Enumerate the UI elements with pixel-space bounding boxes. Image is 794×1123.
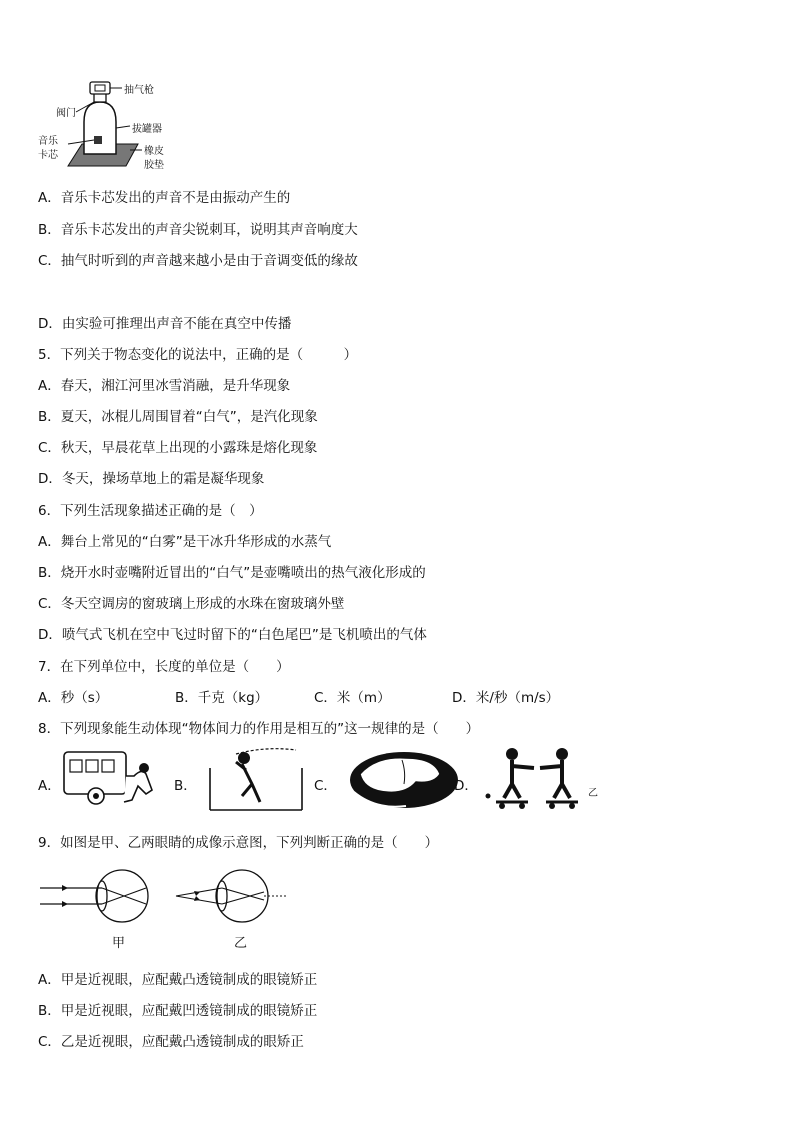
- q7-option-b: B．千克（kg）: [175, 690, 269, 706]
- q4-option-c: C．抽气时听到的声音越来越小是由于音调变低的缘故: [38, 253, 358, 269]
- q5-option-a: A．春天，湘江河里冰雪消融，是升华现象: [38, 378, 291, 394]
- q5-stem: 5．下列关于物态变化的说法中，正确的是（ ）: [38, 347, 358, 363]
- q4-option-a: A．音乐卡芯发出的声音不是由振动产生的: [38, 190, 291, 206]
- q7-option-d: D．米/秒（m/s）: [452, 690, 560, 706]
- q9-stem: 9．如图是甲、乙两眼睛的成像示意图，下列判断正确的是（ ）: [38, 835, 439, 851]
- q8-label-a: A．: [38, 778, 61, 794]
- q8-figure-d-skateboard-push: [482, 744, 598, 810]
- q7-stem: 7．在下列单位中，长度的单位是（ ）: [38, 659, 290, 675]
- q8-label-d: D．: [454, 778, 478, 794]
- bell-jar-figure: [38, 80, 178, 172]
- q4-option-b: B．音乐卡芯发出的声音尖锐刺耳，说明其声音响度大: [38, 222, 358, 238]
- q6-stem: 6．下列生活现象描述正确的是（ ）: [38, 503, 263, 519]
- q9-option-a: A．甲是近视眼，应配戴凸透镜制成的眼镜矫正: [38, 972, 318, 988]
- q9-caption-yi: 乙: [234, 936, 248, 951]
- q6-option-d: D．喷气式飞机在空中飞过时留下的“白色尾巴”是飞机喷出的气体: [38, 627, 427, 643]
- label-music-core-2: 卡芯: [38, 150, 58, 161]
- q8-label-c: C．: [314, 778, 337, 794]
- q8-stem: 8．下列现象能生动体现“物体间力的作用是相互的”这一规律的是（ ）: [38, 721, 480, 737]
- q9-option-b: B．甲是近视眼，应配戴凹透镜制成的眼镜矫正: [38, 1003, 318, 1019]
- q9-caption-jia: 甲: [112, 936, 126, 951]
- label-jar: 拔罐器: [132, 124, 162, 135]
- q8-figure-d-mark: 乙: [588, 788, 598, 799]
- q7-option-c: C．米（m）: [314, 690, 391, 706]
- label-rubber-2: 胶垫: [144, 160, 164, 171]
- q4-option-d: D．由实验可推理出声音不能在真空中传播: [38, 316, 292, 332]
- label-music-core-1: 音乐: [38, 136, 58, 147]
- q8-figure-c-egg-squeeze: [346, 748, 460, 810]
- label-rubber-1: 橡皮: [144, 146, 164, 157]
- q6-option-b: B．烧开水时壶嘴附近冒出的“白气”是壶嘴喷出的热气液化形成的: [38, 565, 426, 581]
- q6-option-a: A．舞台上常见的“白雾”是干冰升华形成的水蒸气: [38, 534, 332, 550]
- q8-figure-b-shot-put: [206, 744, 306, 812]
- q7-option-a: A．秒（s）: [38, 690, 109, 706]
- q5-option-d: D．冬天，操场草地上的霜是凝华现象: [38, 471, 265, 487]
- q5-option-b: B．夏天，冰棍儿周围冒着“白气”，是汽化现象: [38, 409, 318, 425]
- q8-label-b: B．: [174, 778, 197, 794]
- label-valve: 阀门: [56, 108, 76, 119]
- q5-option-c: C．秋天，早晨花草上出现的小露珠是熔化现象: [38, 440, 318, 456]
- label-pump: 抽气枪: [124, 85, 154, 96]
- q9-eye-diagrams: [38, 862, 298, 951]
- q9-option-c: C．乙是近视眼，应配戴凸透镜制成的眼矫正: [38, 1034, 304, 1050]
- q6-option-c: C．冬天空调房的窗玻璃上形成的水珠在窗玻璃外壁: [38, 596, 345, 612]
- q7-options: [38, 686, 598, 706]
- q8-figure-a-bus-push: [62, 746, 158, 808]
